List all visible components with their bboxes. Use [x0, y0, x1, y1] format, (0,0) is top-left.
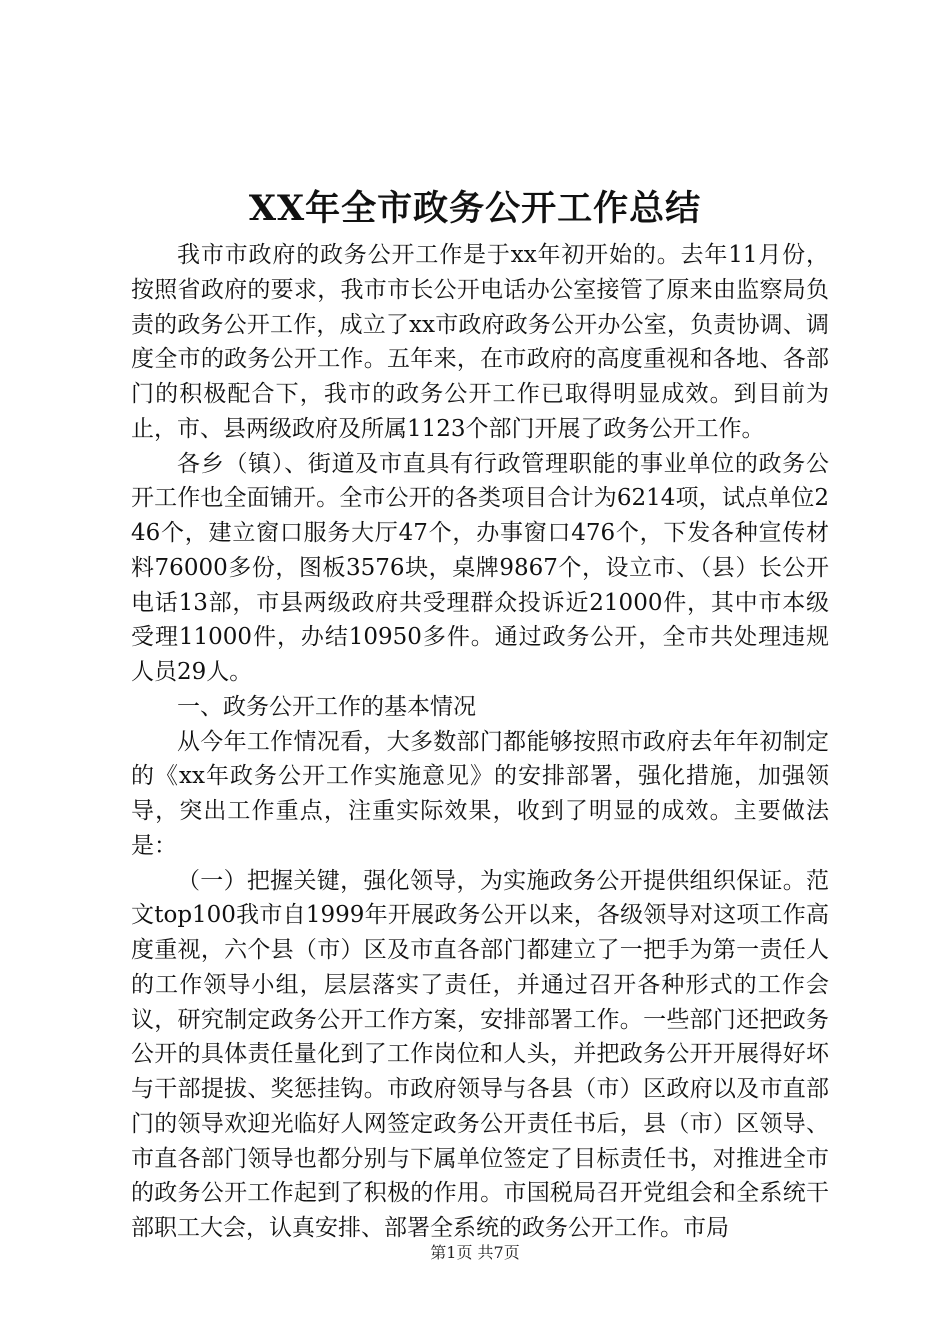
document-body	[131, 238, 829, 1246]
document-title: XX年全市政务公开工作总结	[248, 188, 702, 229]
paragraph-statistics: 各乡（镇）、街道及市直具有行政管理职能的事业单位的政务公开工作也全面铺开。全市公开的各类项目合计为6214项，试点单位246个，建立窗口服务大厅47个，办事窗口476个，下发各种宣传材料76000多份，图板3576块，桌牌9867个，设立市、（县）长公开电话13部，市县两级政府共受理群众投诉近21000件，其中市本级受理11000件，办结10950多件。通过政务公开，全市共处理违规人员29人。	[131, 450, 829, 685]
page-number-footer: 第1页 共7页	[430, 1243, 520, 1262]
paragraph-leadership: （一）把握关键，强化领导，为实施政务公开提供组织保证。范文top100我市自1999年开展政务公开以来，各级领导对这项工作高度重视，六个县（市）区及市直各部门都建立了一把手为第一责任人的工作领导小组，层层落实了责任，并通过召开各种形式的工作会议，研究制定政务公开工作方案，安排部署工作。一些部门还把政务公开的具体责任量化到了工作岗位和人头，并把政务公开开展得好坏与干部提拔、奖惩挂钩。市政府领导与各县（市）区政府以及市直部门的领导欢迎光临好人网签定政务公开责任书后，县（市）区领导、市直各部门领导也都分别与下属单位签定了目标责任书，对推进全市的政务公开工作起到了积极的作用。市国税局召开党组会和全系统干部职工大会，认真安排、部署全系统的政务公开工作。市局	[131, 867, 829, 1241]
paragraph-intro: 我市市政府的政务公开工作是于xx年初开始的。去年11月份，按照省政府的要求，我市市长公开电话办公室接管了原来由监察局负责的政务公开工作，成立了xx市政府政务公开办公室，负责协调、调度全市的政务公开工作。五年来，在市政府的高度重视和各地、各部门的积极配合下，我市的政务公开工作已取得明显成效。到目前为止，市、县两级政府及所属1123个部门开展了政务公开工作。	[131, 242, 829, 442]
section-heading-basic-situation: 一、政务公开工作的基本情况	[177, 693, 476, 720]
paragraph-work-overview: 从今年工作情况看，大多数部门都能够按照市政府去年年初制定的《xx年政务公开工作实施意见》的安排部署，强化措施，加强领导，突出工作重点，注重实际效果，收到了明显的成效。主要做法是：	[131, 728, 829, 859]
